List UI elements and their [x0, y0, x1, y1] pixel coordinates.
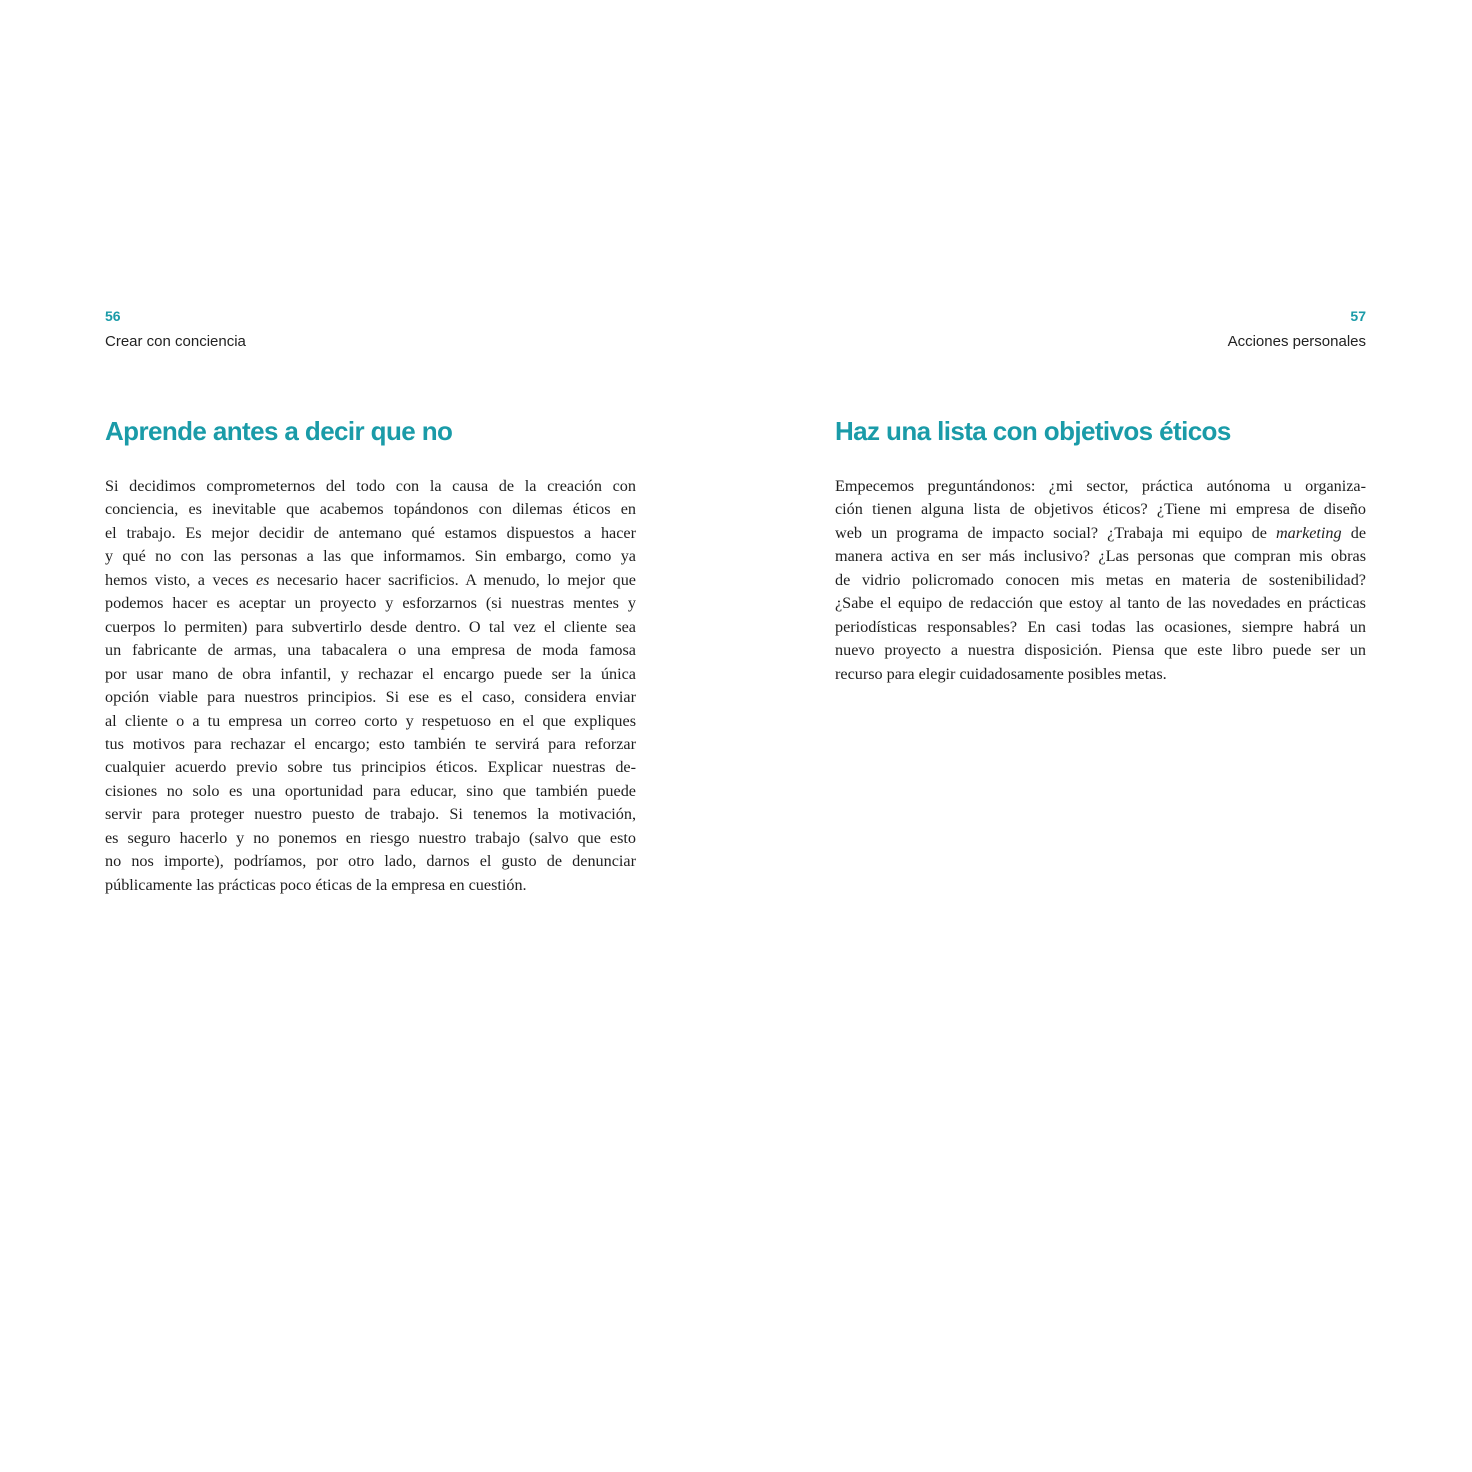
emphasis: es [255, 570, 270, 589]
running-head: Acciones personales [1227, 333, 1366, 350]
text-line: es seguro hacerlo y no ponemos en riesgo nuestro trabajo (salvo que esto [105, 828, 636, 847]
text-line: públicamente las prácticas poco éticas de la empresa en cuestión. [105, 875, 527, 894]
text-line: de vidrio policromado conocen mis metas en materia de sostenibilidad? [835, 570, 1366, 589]
text-line: periodísticas responsables? En casi todas las ocasiones, siempre habrá un [835, 617, 1366, 636]
text-line: Empecemos preguntándonos: ¿mi sector, práctica autónoma u organiza- [835, 477, 1366, 495]
body-paragraph [105, 475, 636, 897]
emphasis: marketing [1275, 523, 1342, 542]
text-line: nuevo proyecto a nuestra disposición. Piensa que este libro puede ser un [835, 641, 1366, 660]
text-line: ción tienen alguna lista de objetivos éticos? ¿Tiene mi empresa de diseño [835, 500, 1366, 519]
text-line: recurso para elegir cuidadosamente posibles metas. [835, 664, 1167, 683]
right-page [736, 0, 1472, 1472]
text-line: opción viable para nuestros principios. Si ese es el caso, considera enviar [105, 688, 636, 707]
text-line: cualquier acuerdo previo sobre tus principios éticos. Explicar nuestras de- [105, 758, 636, 777]
body-paragraph [835, 475, 1366, 686]
section-heading: Aprende antes a decir que no [105, 416, 453, 446]
text-line: Si decidimos comprometernos del todo con la causa de la creación con [105, 477, 636, 495]
text-line [105, 569, 636, 592]
text-run: necesario hacer sacrificios. A menudo, lo mejor que [269, 570, 636, 589]
text-run: hemos visto, a veces [105, 570, 256, 589]
text-run: de [1341, 523, 1367, 542]
text-line: cuerpos lo permiten) para subvertirlo desde dentro. O tal vez el cliente sea [105, 617, 636, 636]
text-line: podemos hacer es aceptar un proyecto y esforzarnos (si nuestras mentes y [105, 594, 636, 613]
text-line: no nos importe), podríamos, por otro lado, darnos el gusto de denunciar [105, 852, 636, 871]
text-line: el trabajo. Es mejor decidir de antemano qué estamos dispuestos a hacer [105, 523, 636, 542]
text-run: web un programa de impacto social? ¿Trabaja mi equipo de [835, 523, 1276, 542]
text-line: tus motivos para rechazar el encargo; esto también te servirá para reforzar [105, 734, 636, 753]
text-line: manera activa en ser más inclusivo? ¿Las personas que compran mis obras [835, 547, 1366, 566]
running-head: Crear con conciencia [105, 333, 246, 350]
page-number: 56 [105, 308, 121, 324]
text-line: y qué no con las personas a las que informamos. Sin embargo, como ya [105, 547, 636, 566]
text-line: por usar mano de obra infantil, y rechazar el encargo puede ser la única [105, 664, 636, 683]
text-line [835, 522, 1366, 545]
text-line: un fabricante de armas, una tabacalera o una empresa de moda famosa [105, 641, 636, 660]
text-line: conciencia, es inevitable que acabemos topándonos con dilemas éticos en [105, 500, 636, 519]
page-number: 57 [1350, 308, 1366, 324]
text-line: cisiones no solo es una oportunidad para educar, sino que también puede [105, 781, 636, 800]
text-line: al cliente o a tu empresa un correo corto y respetuoso en el que expliques [105, 711, 636, 730]
section-heading: Haz una lista con objetivos éticos [835, 416, 1231, 446]
text-line: servir para proteger nuestro puesto de trabajo. Si tenemos la motivación, [105, 805, 636, 824]
text-line: ¿Sabe el equipo de redacción que estoy al tanto de las novedades en prácticas [835, 594, 1366, 613]
